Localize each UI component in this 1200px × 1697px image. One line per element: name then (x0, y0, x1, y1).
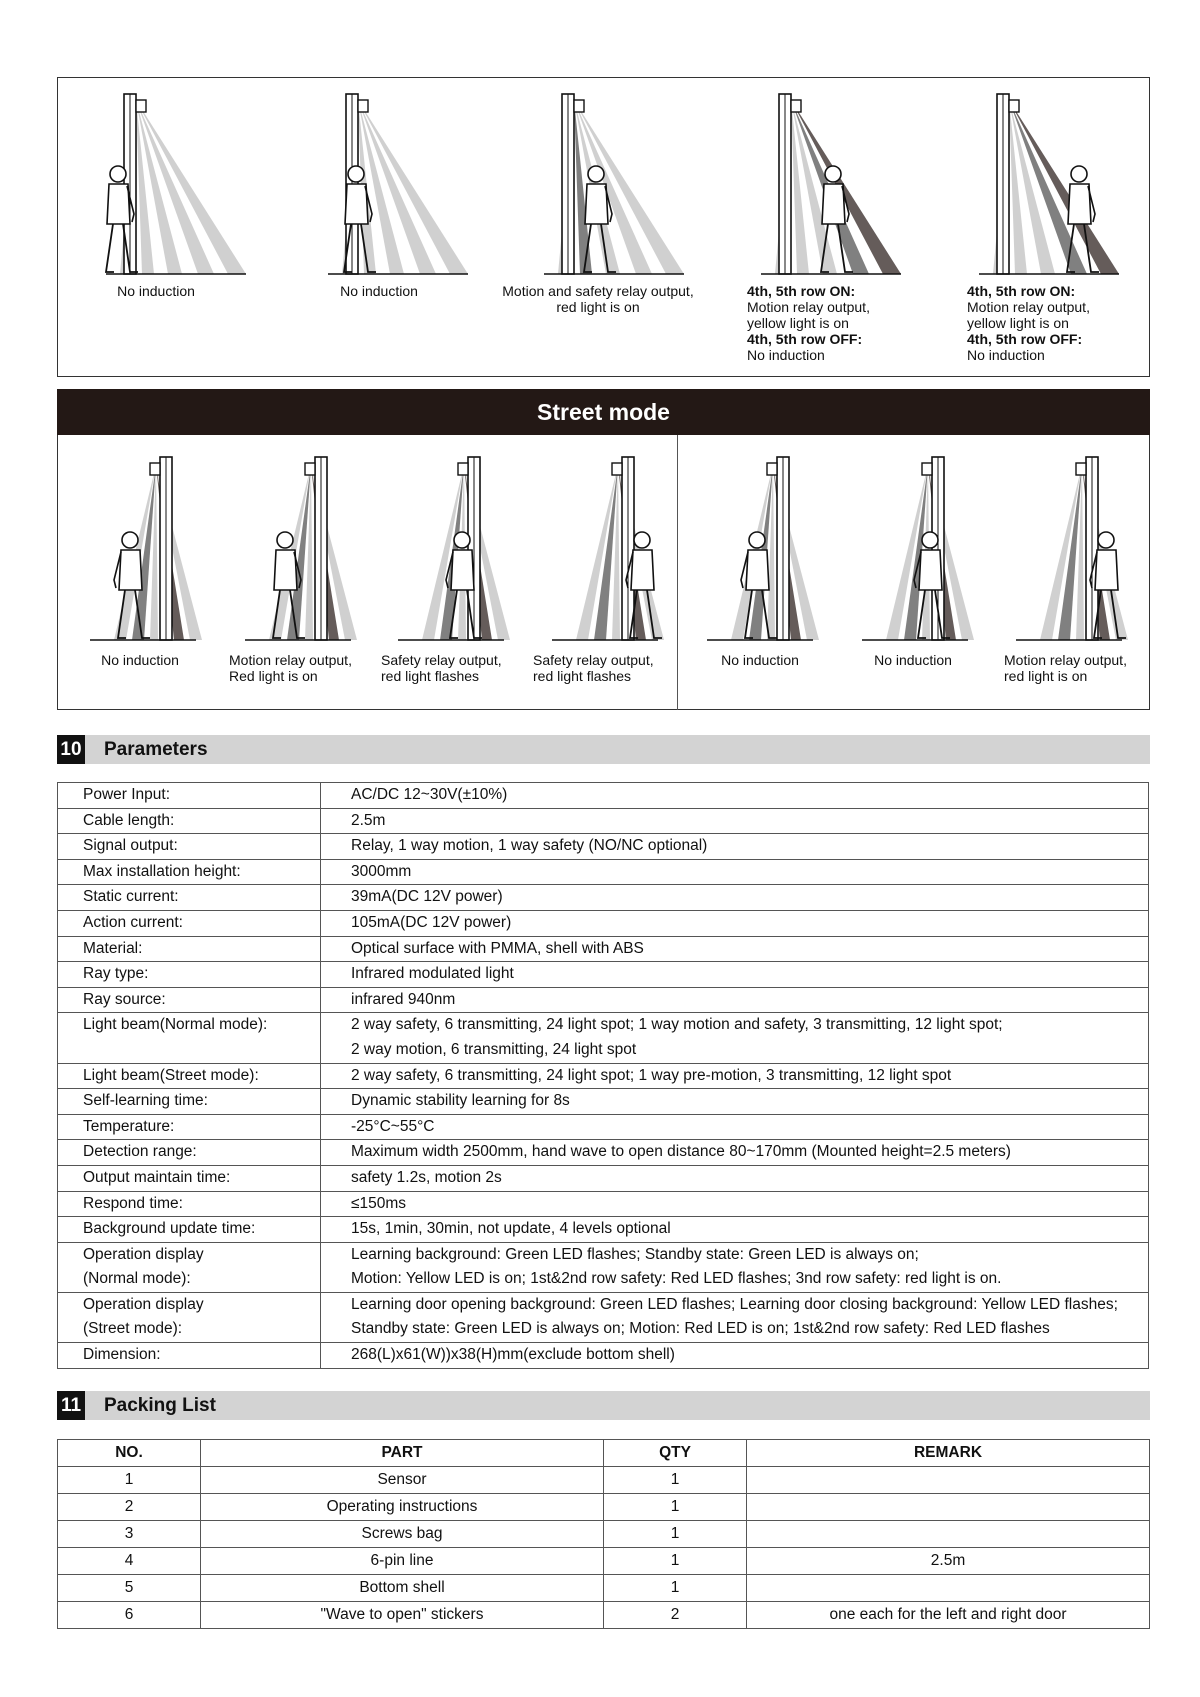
parameter-row (58, 1114, 1149, 1140)
section-number: 10 (57, 735, 85, 764)
parameter-row (58, 1217, 1149, 1243)
packing-row (58, 1521, 1150, 1548)
parameter-row (58, 783, 1149, 809)
sensor-icon (612, 463, 622, 475)
packing-row (58, 1575, 1150, 1602)
packing-cell: 1 (58, 1467, 201, 1494)
street-mode-figure (90, 457, 202, 640)
parameter-row (58, 1343, 1149, 1369)
parameter-name: Temperature: (58, 1114, 321, 1140)
packing-cell: one each for the left and right door (747, 1602, 1150, 1629)
parameter-value: AC/DC 12~30V(±10%) (321, 783, 1149, 809)
normal-caption-2: No induction (340, 283, 418, 299)
packing-cell: 6 (58, 1602, 201, 1629)
street-mode-figure (245, 457, 357, 640)
packing-row (58, 1602, 1150, 1629)
normal-caption-3: Motion and safety relay output, red light is on (502, 283, 694, 315)
street-mode-figure (707, 457, 819, 640)
parameter-row (58, 1063, 1149, 1089)
parameter-value: 3000mm (321, 859, 1149, 885)
street-mode-figure (1016, 457, 1128, 640)
parameter-name: Ray source: (58, 987, 321, 1013)
packing-cell: 1 (604, 1494, 747, 1521)
packing-cell: Sensor (201, 1467, 604, 1494)
sensor-icon (458, 463, 468, 475)
section-title: Parameters (104, 738, 208, 760)
parameter-value: 105mA(DC 12V power) (321, 910, 1149, 936)
packing-cell: Operating instructions (201, 1494, 604, 1521)
packing-cell: Screws bag (201, 1521, 604, 1548)
parameter-name: Operation display (Street mode): (58, 1292, 321, 1342)
packing-cell: 2 (604, 1602, 747, 1629)
sensor-icon (922, 463, 932, 475)
packing-cell: 3 (58, 1521, 201, 1548)
parameter-name: Dimension: (58, 1343, 321, 1369)
packing-cell: 1 (604, 1575, 747, 1602)
packing-list-section-header (57, 1391, 1150, 1420)
parameter-row (58, 834, 1149, 860)
parameter-name: Signal output: (58, 834, 321, 860)
sensor-icon (358, 100, 368, 112)
parameter-value: safety 1.2s, motion 2s (321, 1165, 1149, 1191)
packing-header-cell: QTY (604, 1440, 747, 1467)
parameter-value: infrared 940nm (321, 987, 1149, 1013)
packing-cell: 2 (58, 1494, 201, 1521)
packing-list-table (57, 1439, 1150, 1629)
parameter-value: 15s, 1min, 30min, not update, 4 levels optional (321, 1217, 1149, 1243)
street-caption-2: Motion relay output, Red light is on (229, 652, 352, 684)
packing-cell: "Wave to open" stickers (201, 1602, 604, 1629)
parameter-name: Cable length: (58, 808, 321, 834)
normal-mode-figure (106, 94, 246, 274)
parameter-row (58, 910, 1149, 936)
parameter-value: -25°C~55°C (321, 1114, 1149, 1140)
packing-cell (747, 1494, 1150, 1521)
packing-cell (747, 1575, 1150, 1602)
sensor-icon (150, 463, 160, 475)
parameter-row (58, 1242, 1149, 1292)
parameter-row (58, 1013, 1149, 1063)
packing-cell: 5 (58, 1575, 201, 1602)
parameter-value: Dynamic stability learning for 8s (321, 1089, 1149, 1115)
light-beams (558, 100, 684, 274)
street-mode-banner: Street mode (57, 389, 1150, 435)
parameter-row (58, 936, 1149, 962)
parameter-name: Power Input: (58, 783, 321, 809)
normal-mode-figure (979, 94, 1119, 274)
sensor-icon (136, 100, 146, 112)
normal-caption-1: No induction (117, 283, 195, 299)
parameter-value: Optical surface with PMMA, shell with ABS (321, 936, 1149, 962)
parameter-name: Operation display (Normal mode): (58, 1242, 321, 1292)
parameter-row (58, 808, 1149, 834)
parameter-value: 2.5m (321, 808, 1149, 834)
parameter-row (58, 1089, 1149, 1115)
street-caption-4: Safety relay output, red light flashes (533, 652, 654, 684)
parameter-value: 268(L)x61(W))x38(H)mm(exclude bottom shell) (321, 1343, 1149, 1369)
parameter-value: Learning background: Green LED flashes; Standby state: Green LED is always on; Motion: Yellow LED is on; 1st&2nd row safety: Red LED flashes; 3nd row safety: red light is on. (321, 1242, 1149, 1292)
parameter-value: 39mA(DC 12V power) (321, 885, 1149, 911)
parameters-table (57, 782, 1149, 1369)
sensor-icon (1076, 463, 1086, 475)
section-title: Packing List (104, 1394, 216, 1416)
packing-cell: 1 (604, 1548, 747, 1575)
packing-cell (747, 1521, 1150, 1548)
packing-cell (747, 1467, 1150, 1494)
parameter-name: Ray type: (58, 962, 321, 988)
parameter-name: Light beam(Normal mode): (58, 1013, 321, 1063)
parameter-row (58, 962, 1149, 988)
packing-header-cell: REMARK (747, 1440, 1150, 1467)
parameter-value: 2 way safety, 6 transmitting, 24 light spot; 1 way motion and safety, 3 transmitting, 12 light spot; 2 way motion, 6 transmitting, 24 light spot (321, 1013, 1149, 1063)
normal-caption-4: 4th, 5th row ON: Motion relay output, yellow light is on 4th, 5th row OFF: No induction (747, 283, 870, 363)
packing-row (58, 1467, 1150, 1494)
packing-cell: 2.5m (747, 1548, 1150, 1575)
packing-row (58, 1494, 1150, 1521)
parameter-row (58, 1292, 1149, 1342)
parameter-value: Relay, 1 way motion, 1 way safety (NO/NC optional) (321, 834, 1149, 860)
street-mode-figure (552, 457, 664, 640)
light-beams (120, 100, 246, 274)
parameter-row (58, 1140, 1149, 1166)
parameters-section-header (57, 735, 1150, 764)
parameter-value: Learning door opening background: Green LED flashes; Learning door closing background: Yellow LED flashes; Standby state: Green LED is always on; Motion: Red LED is on; 1st&2nd row safety: Red LED flashes (321, 1292, 1149, 1342)
parameter-value: Infrared modulated light (321, 962, 1149, 988)
packing-header-row (58, 1440, 1150, 1467)
sensor-icon (574, 100, 584, 112)
parameter-value: Maximum width 2500mm, hand wave to open distance 80~170mm (Mounted height=2.5 meters) (321, 1140, 1149, 1166)
parameter-name: Background update time: (58, 1217, 321, 1243)
parameter-name: Output maintain time: (58, 1165, 321, 1191)
parameter-value: 2 way safety, 6 transmitting, 24 light spot; 1 way pre-motion, 3 transmitting, 12 light spot (321, 1063, 1149, 1089)
street-caption-6: No induction (874, 652, 952, 668)
sensor-icon (791, 100, 801, 112)
sensor-icon (305, 463, 315, 475)
parameter-name: Max installation height: (58, 859, 321, 885)
street-mode-figure (862, 457, 974, 640)
parameter-name: Static current: (58, 885, 321, 911)
parameter-row (58, 1191, 1149, 1217)
parameter-row (58, 987, 1149, 1013)
parameter-row (58, 885, 1149, 911)
street-caption-3: Safety relay output, red light flashes (381, 652, 502, 684)
street-caption-1: No induction (101, 652, 179, 668)
packing-cell: 1 (604, 1521, 747, 1548)
parameter-name: Respond time: (58, 1191, 321, 1217)
street-mode-figure (398, 457, 510, 640)
parameter-name: Action current: (58, 910, 321, 936)
packing-header-cell: NO. (58, 1440, 201, 1467)
parameter-row (58, 859, 1149, 885)
normal-caption-5: 4th, 5th row ON: Motion relay output, yellow light is on 4th, 5th row OFF: No induction (967, 283, 1090, 363)
packing-cell: 6-pin line (201, 1548, 604, 1575)
sensor-icon (767, 463, 777, 475)
section-number: 11 (57, 1391, 85, 1420)
parameter-name: Self-learning time: (58, 1089, 321, 1115)
packing-header-cell: PART (201, 1440, 604, 1467)
packing-cell: Bottom shell (201, 1575, 604, 1602)
light-beams (731, 465, 819, 640)
parameter-name: Material: (58, 936, 321, 962)
parameter-name: Light beam(Street mode): (58, 1063, 321, 1089)
normal-mode-figure (761, 94, 901, 274)
packing-row (58, 1548, 1150, 1575)
street-caption-7: Motion relay output, red light is on (1004, 652, 1127, 684)
parameter-name: Detection range: (58, 1140, 321, 1166)
parameter-value: ≤150ms (321, 1191, 1149, 1217)
light-beams (993, 100, 1119, 274)
normal-mode-figure (544, 94, 684, 274)
packing-cell: 4 (58, 1548, 201, 1575)
street-caption-5: No induction (721, 652, 799, 668)
packing-cell: 1 (604, 1467, 747, 1494)
sensor-icon (1009, 100, 1019, 112)
parameter-row (58, 1165, 1149, 1191)
normal-mode-figure (328, 94, 468, 274)
